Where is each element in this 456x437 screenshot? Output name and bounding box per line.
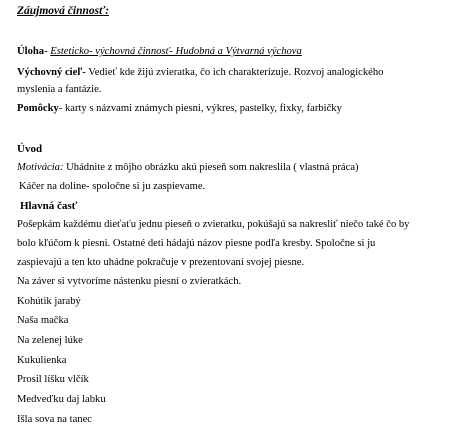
song-title: Kohútik jarabý [17, 296, 81, 307]
goal-line [17, 45, 302, 58]
educational-goal-line-2 [17, 83, 101, 96]
aids-text: - karty s názvami známych piesni, výkres, pastelky, fixky, farbičky [58, 103, 342, 114]
main-part-heading [20, 200, 77, 213]
main-paragraph-text-1: Pošepkám každému dieťaťu jednu pieseň o zvieratku, pokúšajú sa nakresliť niečo také čo by [17, 219, 410, 230]
song-title: Naša mačka [17, 315, 69, 326]
document-title [17, 5, 109, 18]
motivation-text: Uhádnite z môjho obrázku akú pieseň som nakreslila ( vlastná práca) [66, 162, 359, 173]
song-title: Prosil líšku vlčík [17, 374, 89, 385]
song-list-item-6 [17, 393, 106, 406]
aids-label: Pomôcky [17, 103, 59, 114]
educational-goal-text-2: myslenia a fantázie. [17, 84, 102, 95]
main-paragraph-text-3: zaspievajú a ten kto uhádne pokračuje v prezentovaní svojej piesne. [17, 257, 305, 268]
song-list-item-5 [17, 373, 89, 386]
song-list-item-4 [17, 354, 66, 367]
aids-line [17, 102, 342, 115]
song-list-item-7 [17, 413, 92, 426]
intro-heading-text: Úvod [17, 143, 43, 155]
song-list-item-1 [17, 295, 81, 308]
conclusion-text: Na záver si vytvoríme nástenku piesní o zvieratkách. [17, 276, 242, 287]
song-title: Išla sova na tanec [17, 414, 93, 425]
document-title-text: Záujmová činnosť: [17, 5, 110, 17]
song-line [19, 180, 205, 193]
motivation-label: Motivácia: [17, 162, 64, 173]
goal-label: Úloha- [17, 46, 48, 57]
main-paragraph-line-2 [17, 237, 375, 250]
intro-heading [17, 143, 42, 156]
conclusion-line [17, 275, 241, 288]
educational-goal-line-1 [17, 66, 383, 79]
song-list-item-2 [17, 314, 68, 327]
main-paragraph-line-1 [17, 218, 409, 231]
song-title: Kukulienka [17, 355, 67, 366]
educational-goal-label: Výchovný cieľ- [17, 67, 86, 78]
song-list-item-3 [17, 334, 83, 347]
goal-value: Esteticko- výchovná činnosť- Hudobná a Výtvarná výchova [50, 46, 302, 57]
motivation-line [17, 161, 359, 174]
song-title: Medveďku daj labku [17, 394, 106, 405]
main-part-heading-text: Hlavná časť [20, 200, 78, 212]
main-paragraph-text-2: bolo kľúčom k piesni. Ostatné deti hádajú názov piesne podľa kresby. Spoločne si ju [17, 238, 376, 249]
educational-goal-text-1: Vedieť kde žijú zvieratka, čo ich charakterizuje. Rozvoj analogického [88, 67, 384, 78]
song-title: Na zelenej lúke [17, 335, 83, 346]
song-line-text: Káčer na doline- spoločne si ju zaspievame. [19, 181, 206, 192]
main-paragraph-line-3 [17, 256, 304, 269]
